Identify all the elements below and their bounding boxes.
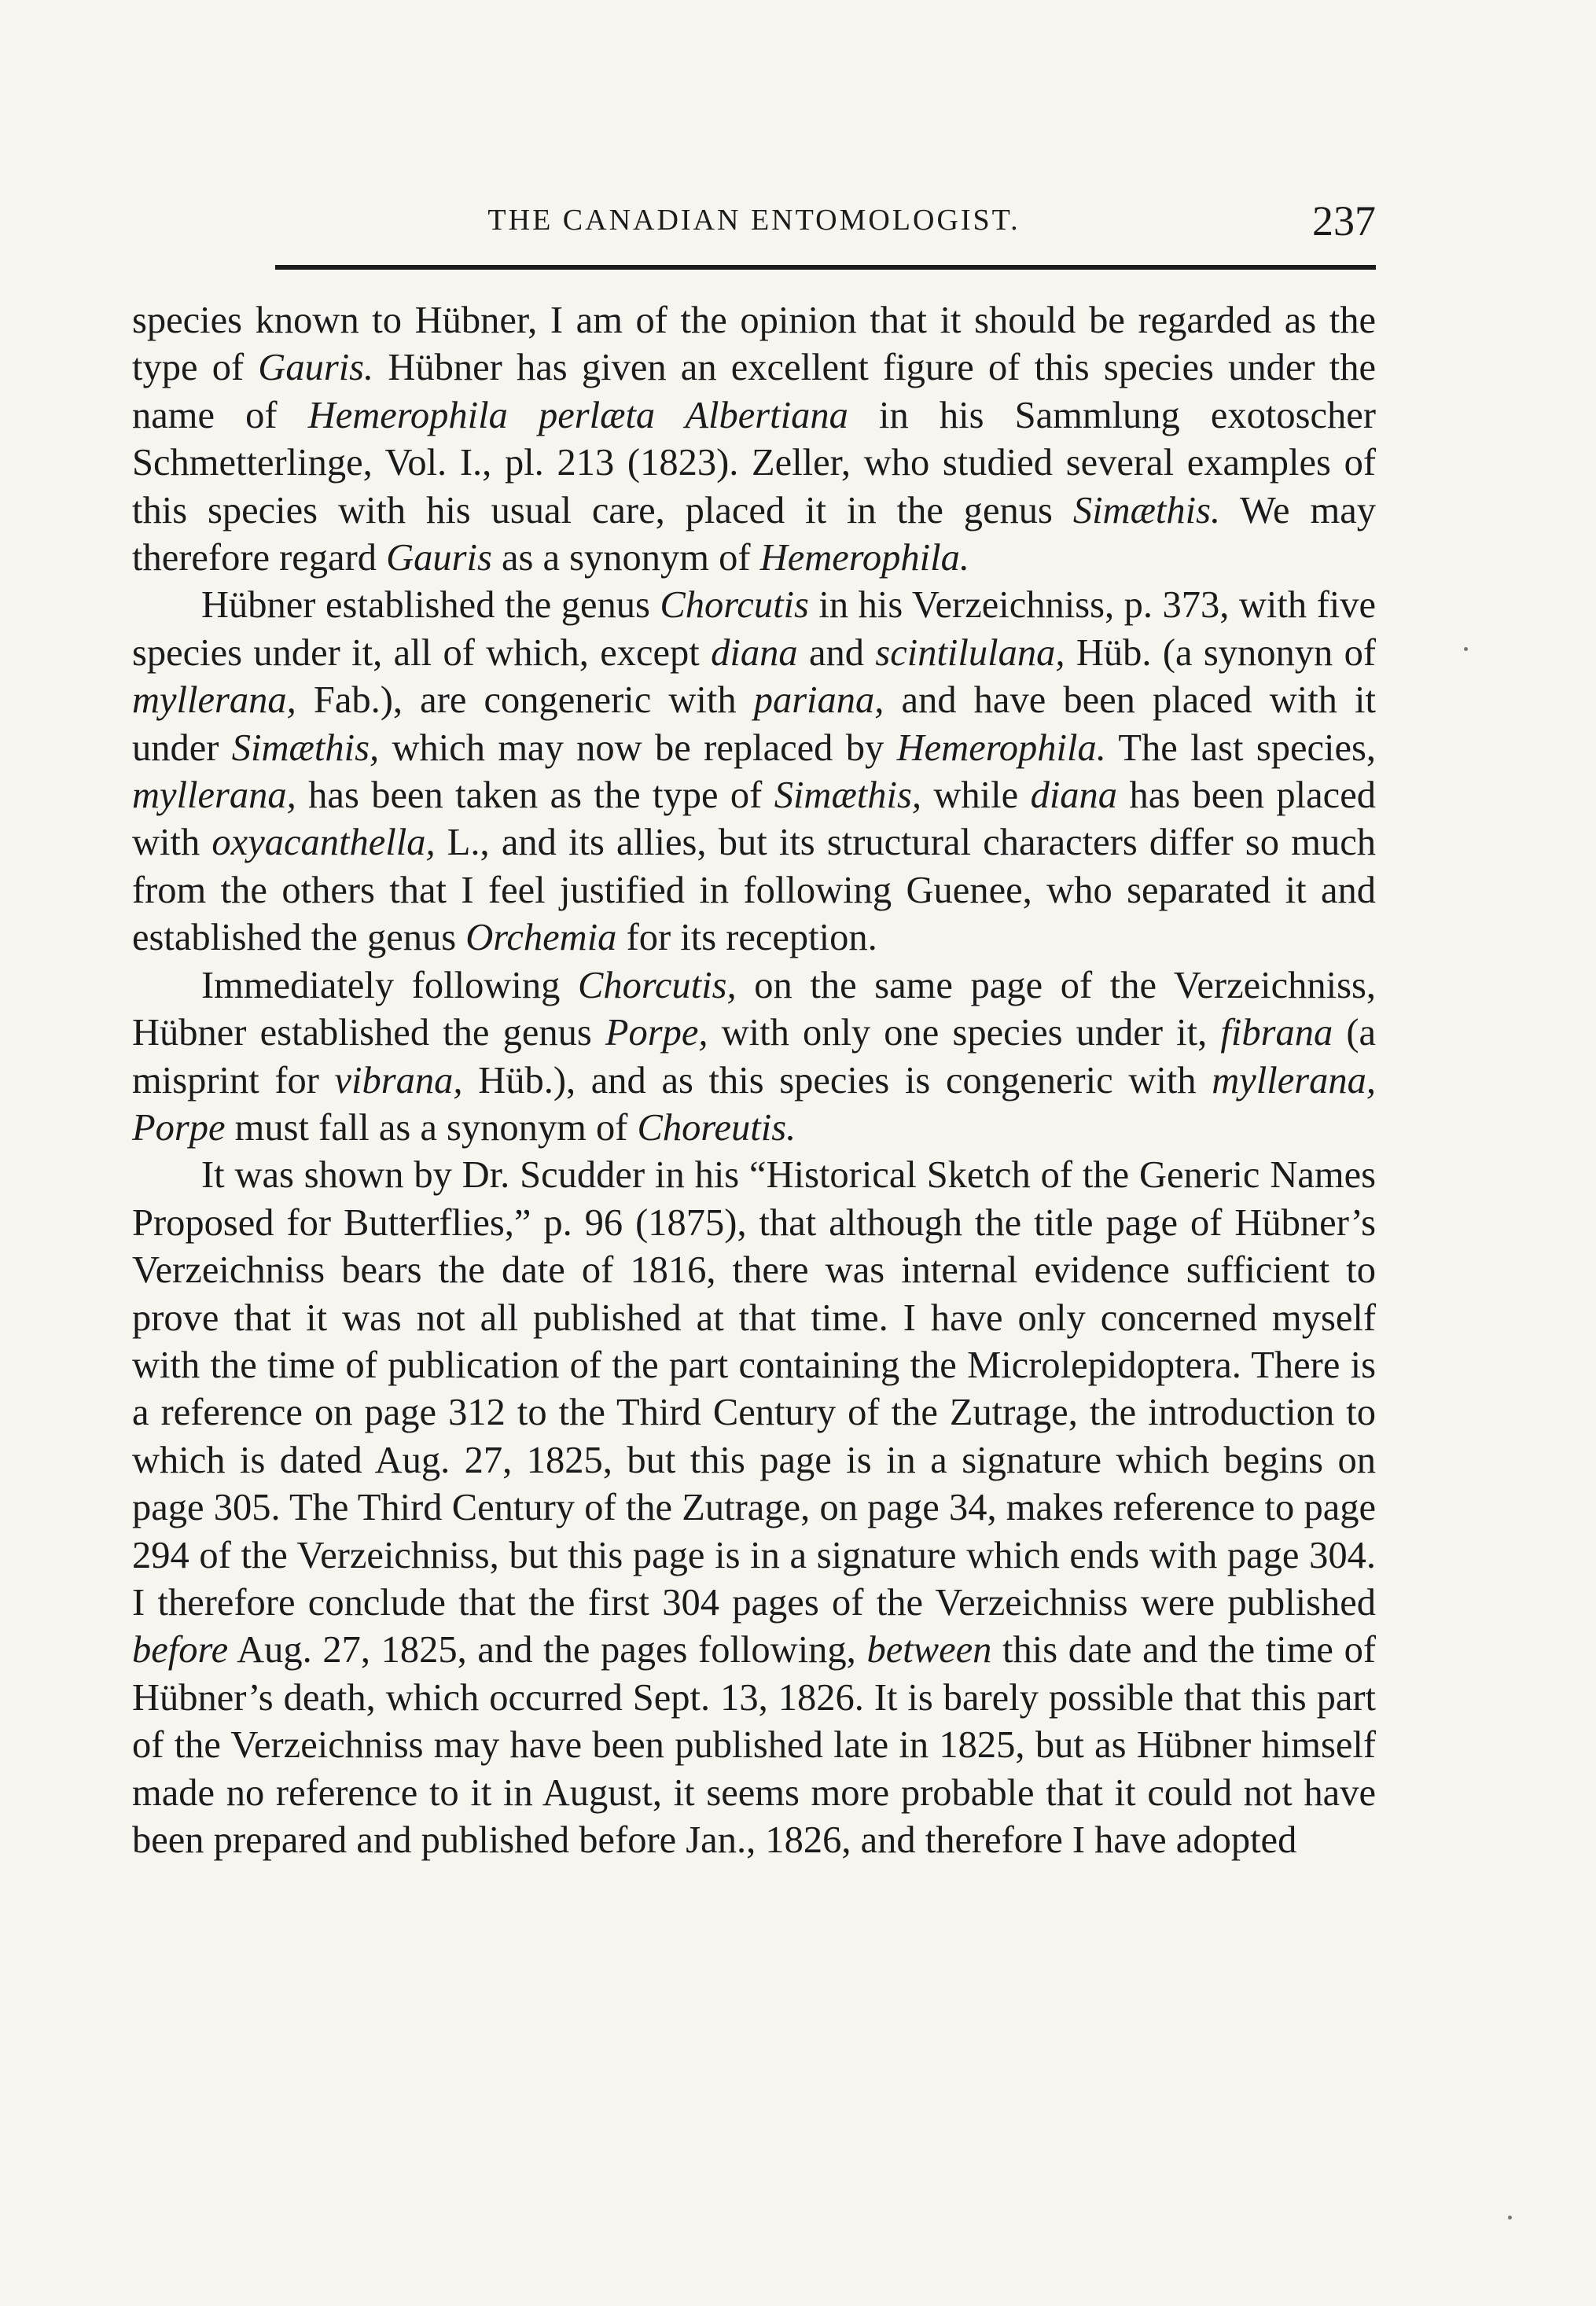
italic-run: Choreutis. bbox=[637, 1106, 796, 1149]
text-run: and have been placed with it under bbox=[132, 679, 1376, 769]
paragraph bbox=[132, 1152, 1376, 1864]
text-run: Immediately following bbox=[201, 964, 578, 1006]
text-run: on the same page of the Verzeichniss, Hübner established the genus bbox=[132, 964, 1376, 1054]
italic-run: Hemerophila. bbox=[896, 726, 1106, 769]
italic-run: Gauris. bbox=[258, 347, 374, 389]
italic-run: Orchemia bbox=[465, 917, 617, 959]
italic-run: pariana, bbox=[753, 679, 884, 722]
text-run: We may therefore regard bbox=[132, 489, 1376, 579]
italic-run: between bbox=[866, 1629, 992, 1672]
italic-run: Simæthis, bbox=[231, 726, 380, 769]
text-run: has been taken as the type of bbox=[296, 774, 774, 817]
text-run: Hüb.), and as this species is congeneric with bbox=[462, 1059, 1212, 1102]
italic-run: diana bbox=[1030, 774, 1118, 817]
text-run: species known to Hübner, I am of the opinion that it should be regarded as the type of bbox=[132, 300, 1376, 389]
print-speck bbox=[1464, 647, 1468, 651]
italic-run: myllerana, bbox=[132, 774, 296, 817]
text-run: (a misprint for bbox=[132, 1012, 1376, 1102]
italic-run: vibrana, bbox=[334, 1059, 463, 1102]
italic-run: myllerana, Porpe bbox=[132, 1059, 1376, 1149]
text-run: while bbox=[921, 774, 1031, 817]
running-title: THE CANADIAN ENTOMOLOGIST. bbox=[487, 204, 1020, 237]
italic-run: diana bbox=[711, 631, 798, 674]
page-number: 237 bbox=[1312, 197, 1376, 245]
text-run: Hübner established the genus bbox=[201, 584, 660, 627]
italic-run: scintilulana, bbox=[875, 631, 1065, 674]
paragraph bbox=[132, 297, 1376, 582]
text-run: must fall as a synonym of bbox=[225, 1106, 638, 1149]
text-run: this date and the time of Hübner’s death, which occurred Sept. 13, 1826. It is barely possible that this part of the Verzeichniss may have been published late in 1825, but as Hübner himself made no reference to it in August, it seems more probable that it could not have been prepared and published before Jan., 1826, and therefore I have adopted bbox=[132, 1629, 1377, 1861]
text-run: Aug. 27, 1825, and the pages following, bbox=[228, 1629, 867, 1672]
text-run: The last species, bbox=[1105, 726, 1376, 769]
text-run: in his Sammlung exotoscher Schmetterlinge, Vol. I., pl. 213 (1823). Zeller, who studied several examples of this species with his usual care, placed it in the genus bbox=[132, 394, 1376, 531]
text-run: in his Verzeichniss, p. 373, with five species under it, all of which, except bbox=[132, 584, 1376, 674]
text-run: It was shown by Dr. Scudder in his “Historical Sketch of the Generic Names Proposed for Butterflies,” p. 96 (1875), that although the title page of Hübner’s Verzeichniss bears the date of 1816, there was internal evidence sufficient to prove that it was not all published at that time. I have only concerned myself with the time of publication of the part containing the Microlepidoptera. There is a reference on page 312 to the Third Century of the Zutrage, the introduction to which is dated Aug. 27, 1825, but this page is in a signature which begins on page 305. The Third Century of the Zutrage, on page 34, makes reference to page 294 of the Verzeichniss, but this page is in a signature which ends with page 304. I therefore conclude that the first 304 pages of the Verzeichniss were published bbox=[132, 1154, 1376, 1624]
italic-run: myllerana, bbox=[132, 679, 296, 722]
text-run: which may now be replaced by bbox=[379, 726, 897, 769]
text-run: Hübner has given an excellent figure of this species under the name of bbox=[132, 347, 1376, 436]
print-speck bbox=[1508, 2216, 1512, 2220]
page-header bbox=[132, 197, 1376, 259]
paragraph bbox=[132, 962, 1376, 1153]
italic-run: Simæthis, bbox=[774, 774, 922, 817]
italic-run: Hemerophila perlæta Albertiana bbox=[307, 394, 848, 436]
text-run: for its reception. bbox=[616, 917, 877, 959]
text-run: with only one species under it, bbox=[708, 1012, 1221, 1054]
italic-run: fibrana bbox=[1220, 1012, 1333, 1054]
text-run: and bbox=[797, 631, 876, 674]
text-run: has been placed with bbox=[132, 774, 1376, 864]
text-run: Hüb. (a synonyn of bbox=[1065, 631, 1376, 674]
italic-run: Hemerophila. bbox=[759, 537, 969, 579]
text-run: as a synonym of bbox=[491, 537, 760, 579]
italic-run: before bbox=[132, 1629, 229, 1672]
italic-run: oxyacanthella, bbox=[211, 822, 436, 864]
italic-run: Gauris bbox=[386, 537, 492, 579]
text-run: L., and its allies, but its structural characters differ so much from the others that I feel justified in following Guenee, who separated it and established the genus bbox=[132, 822, 1376, 959]
header-rule bbox=[275, 265, 1376, 270]
italic-run: Simæthis. bbox=[1072, 489, 1221, 531]
text-run: Fab.), are congeneric with bbox=[296, 679, 754, 722]
paragraph bbox=[132, 582, 1376, 962]
italic-run: Chorcutis bbox=[660, 584, 809, 627]
italic-run: Chorcutis, bbox=[577, 964, 737, 1006]
italic-run: Porpe, bbox=[605, 1012, 708, 1054]
body-text bbox=[132, 297, 1376, 1864]
